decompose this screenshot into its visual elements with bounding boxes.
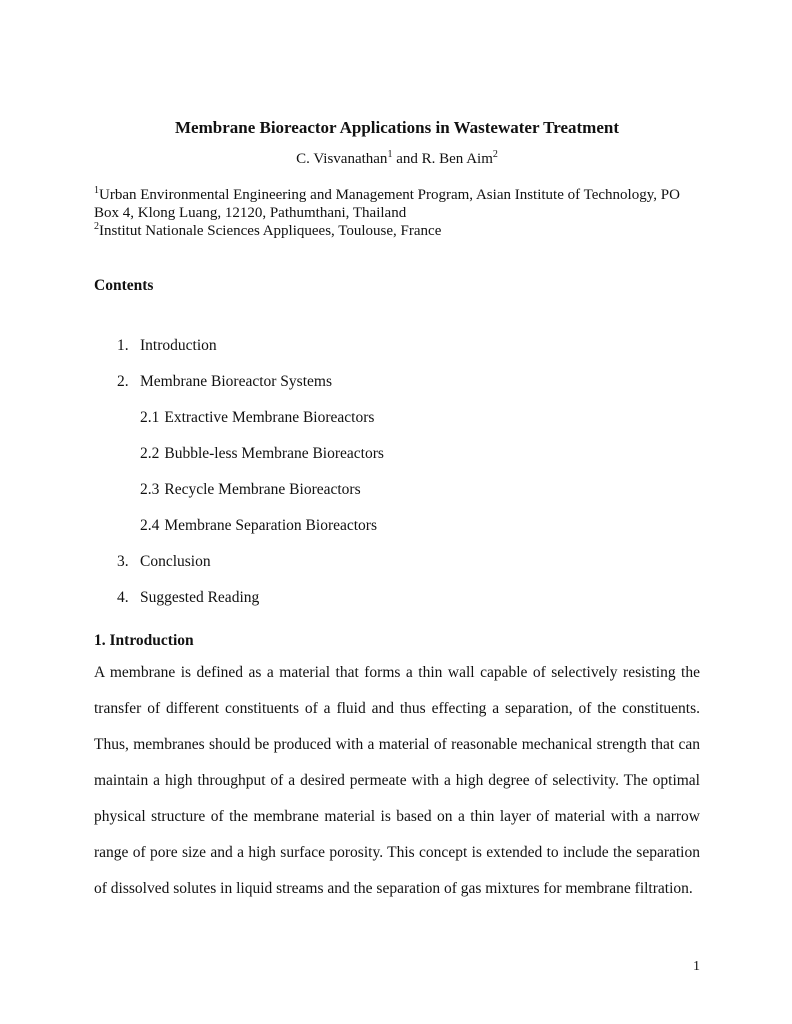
toc-item-number: 3.	[117, 553, 129, 570]
toc-item-label: Extractive Membrane Bioreactors	[164, 409, 375, 426]
affiliation-1-superscript: 1	[94, 185, 99, 196]
table-of-contents	[94, 328, 700, 616]
authors-line	[94, 149, 700, 169]
toc-item-introduction	[94, 328, 700, 364]
toc-item-number: 2.3	[140, 481, 160, 498]
toc-item-number: 2.1	[140, 409, 160, 426]
toc-item-label: Recycle Membrane Bioreactors	[164, 481, 361, 498]
affiliation-2	[94, 222, 700, 240]
toc-item-label: Membrane Bioreactor Systems	[140, 373, 332, 390]
toc-item-label: Introduction	[140, 337, 217, 354]
paper-title: Membrane Bioreactor Applications in Wastewater Treatment	[174, 118, 619, 137]
affiliation-1	[94, 186, 700, 222]
author-1-superscript: 1	[387, 149, 393, 160]
affiliation-1-text: Urban Environmental Engineering and Management Program, Asian Institute of Technology, PO Box 4, Klong Luang, 12120, Pathumthani, Thailand	[94, 187, 680, 221]
toc-item-label: Conclusion	[140, 553, 211, 570]
toc-item-conclusion	[94, 544, 700, 580]
toc-item-number: 2.2	[140, 445, 160, 462]
contents-heading: Contents	[94, 277, 154, 294]
toc-item-label: Bubble-less Membrane Bioreactors	[164, 445, 384, 462]
affiliation-2-text: Institut Nationale Sciences Appliquees, Toulouse, France	[99, 223, 442, 239]
author-2: R. Ben Aim	[421, 151, 493, 167]
introduction-paragraph: A membrane is defined as a material that forms a thin wall capable of selectively resisting the transfer of different constituents of a fluid and thus effecting a separation, of the constituents. Thus, membranes should be produced with a material of reasonable mechanical strength that can maintain a high throughput of a desired permeate with a high degree of selectivity. The optimal physical structure of the membrane material is based on a thin layer of material with a narrow range of pore size and a high surface porosity. This concept is extended to include the separation of dissolved solutes in liquid streams and the separation of gas mixtures for membrane filtration.	[94, 664, 700, 897]
affiliation-2-superscript: 2	[94, 221, 99, 232]
toc-item-membrane-bioreactor-systems	[94, 364, 700, 400]
toc-item-suggested-reading	[94, 580, 700, 616]
author-2-superscript: 2	[492, 149, 498, 160]
toc-item-label: Membrane Separation Bioreactors	[164, 517, 377, 534]
toc-item-number: 4.	[117, 589, 129, 606]
page-number: 1	[693, 959, 700, 974]
document-content	[94, 118, 700, 907]
toc-item-recycle-membrane-bioreactors	[94, 472, 700, 508]
toc-item-number: 1.	[117, 337, 129, 354]
toc-item-number: 2.4	[140, 517, 160, 534]
toc-item-label: Suggested Reading	[140, 589, 260, 606]
toc-item-membrane-separation-bioreactors	[94, 508, 700, 544]
section-heading-introduction: 1. Introduction	[94, 632, 194, 649]
toc-item-bubble-less-membrane-bioreactors	[94, 436, 700, 472]
toc-item-extractive-membrane-bioreactors	[94, 400, 700, 436]
author-1: C. Visvanathan	[296, 151, 388, 167]
affiliations-block	[94, 186, 700, 240]
authors-separator: and	[392, 151, 422, 167]
toc-item-number: 2.	[117, 373, 129, 390]
